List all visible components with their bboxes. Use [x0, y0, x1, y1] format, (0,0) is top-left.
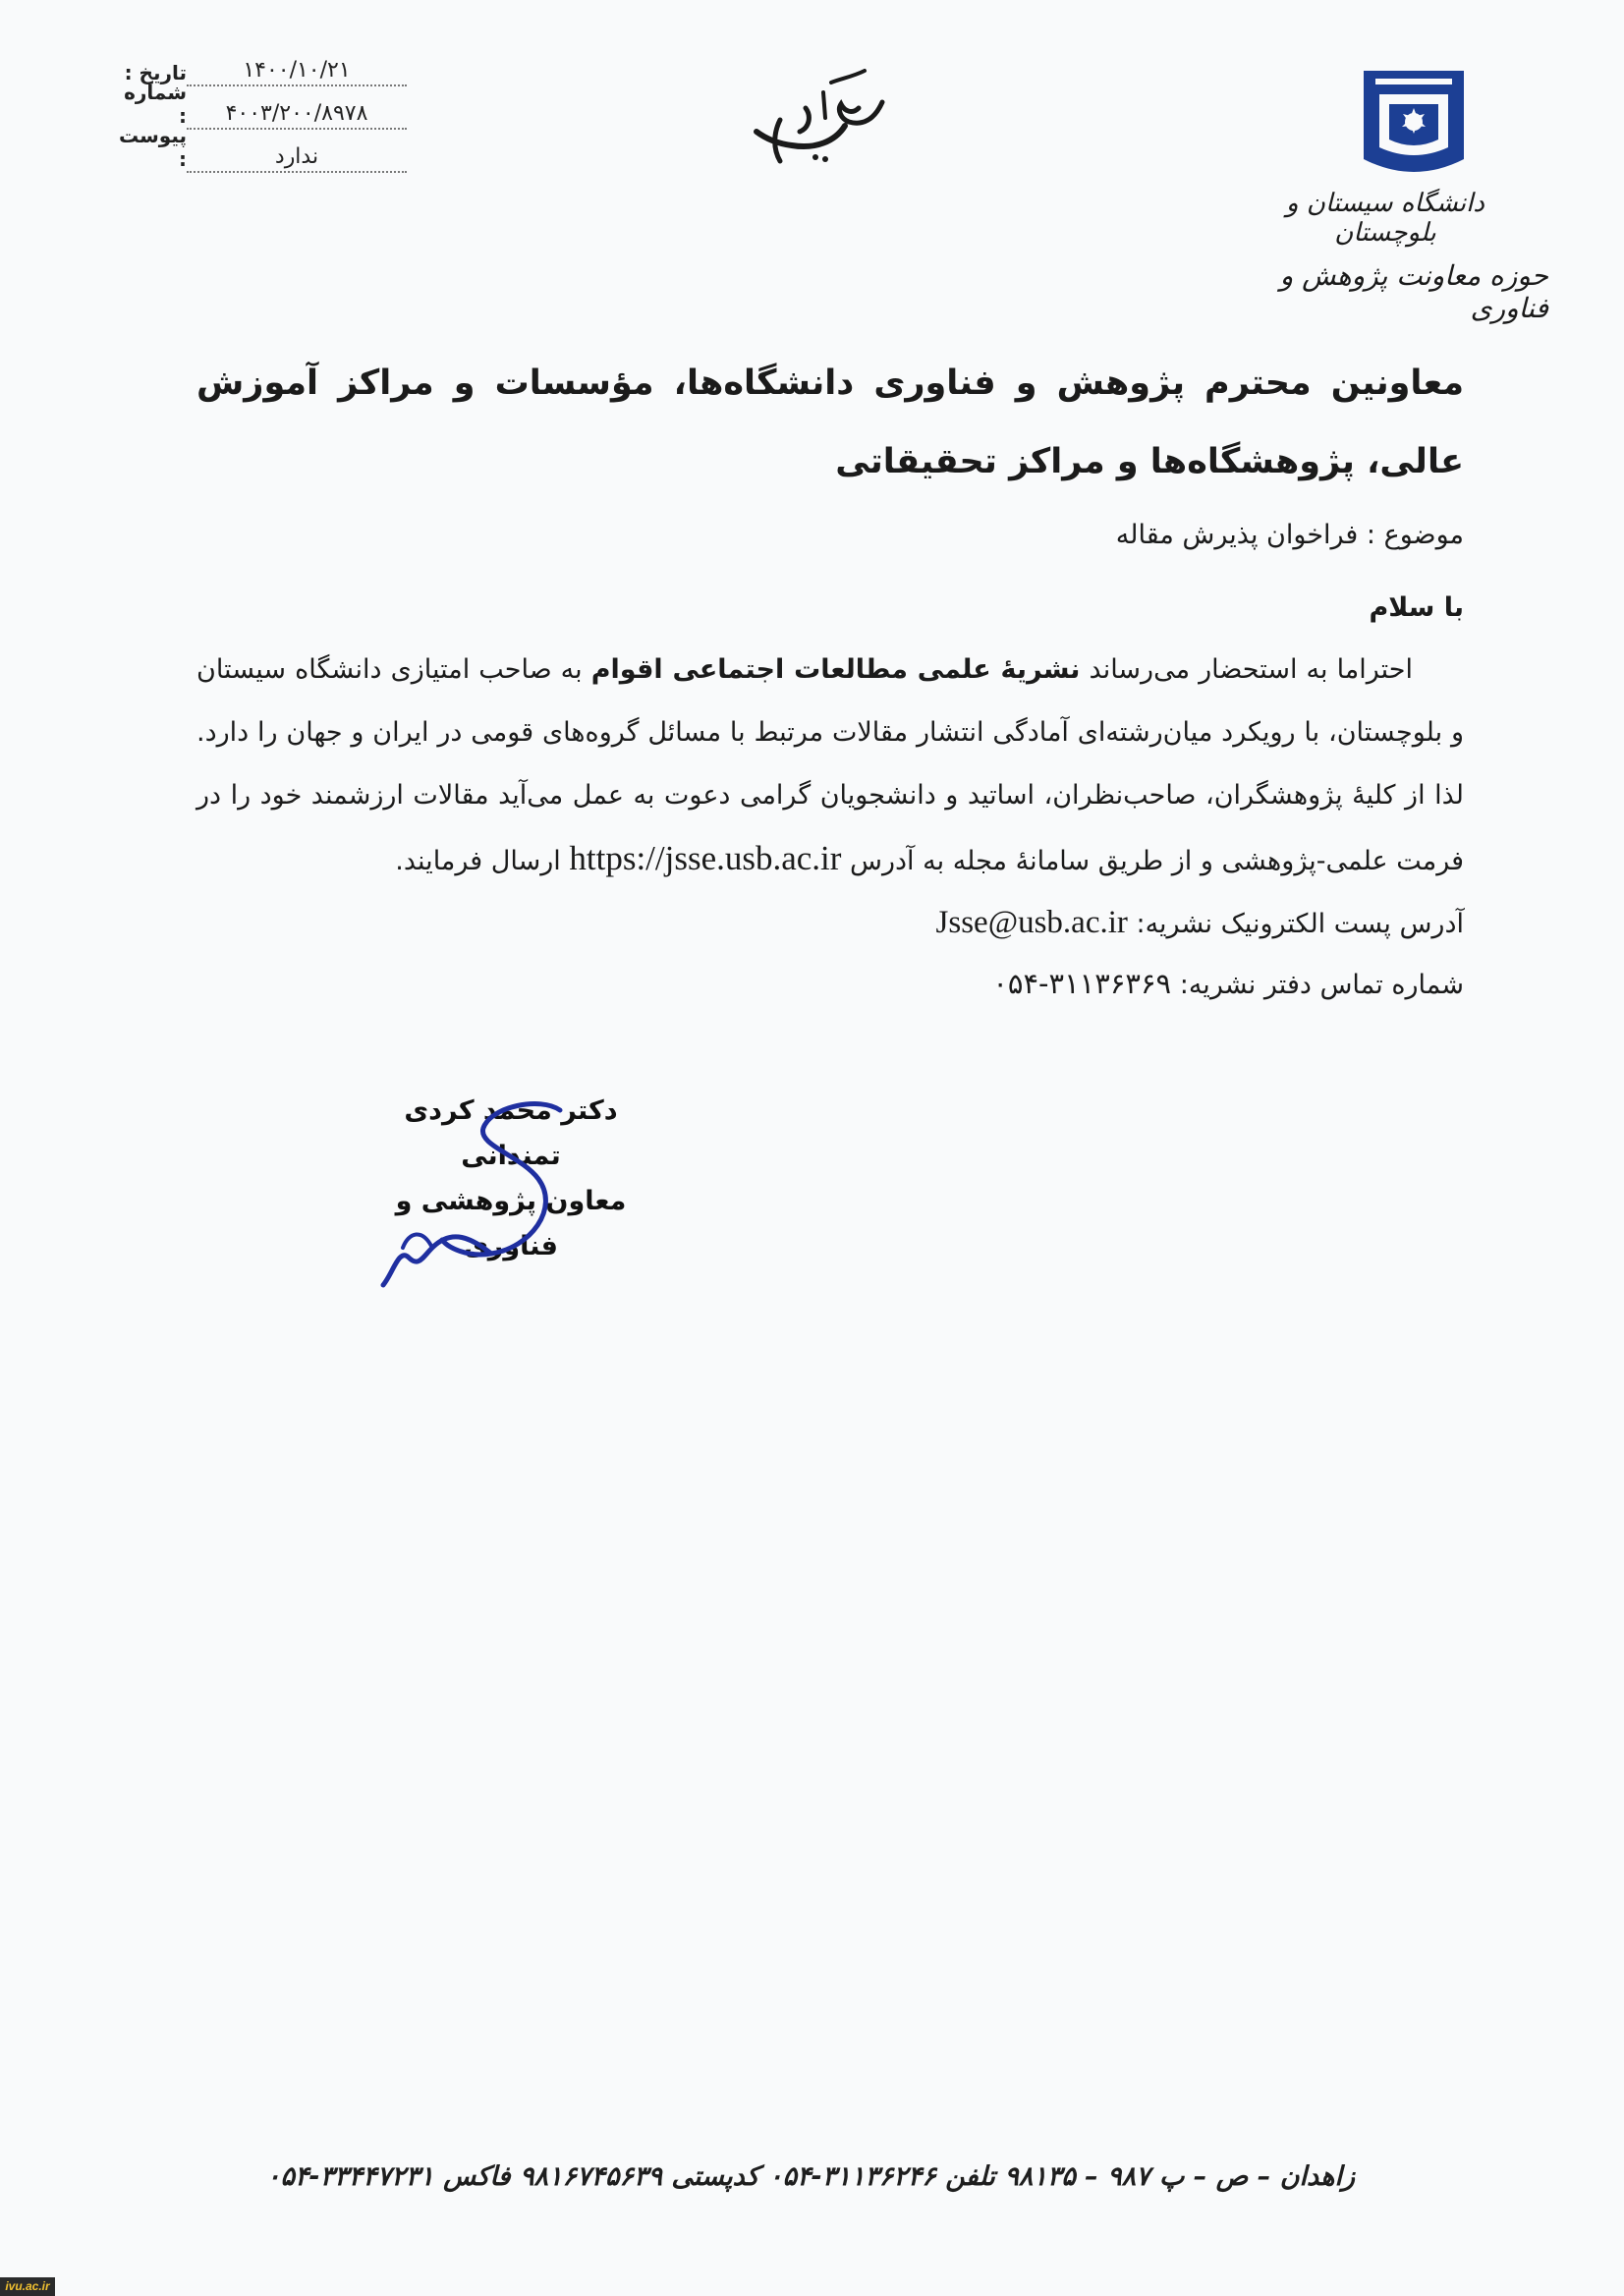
letter-meta [116, 45, 411, 175]
paragraph-intro: احتراما به استحضار می‌رساند [1089, 654, 1413, 685]
signatory-title: معاون پژوهشی و فناوری [395, 1186, 627, 1261]
date-value: ۱۴۰۰/۱۰/۲۱ [187, 58, 407, 88]
letter-footer-address: زاهدان – ص – پ ۹۸۷ – ۹۸۱۳۵ تلفن ۳۱۱۳۶۲۴۶-۰۵۴ کدپستی ۹۸۱۶۷۴۵۶۳۹ فاکس ۳۳۴۴۷۲۳۱-۰۵۴ [266, 2161, 1355, 2192]
phone-label: شماره تماس دفتر نشریه: [1179, 970, 1464, 1000]
date-label: تاریخ : [124, 61, 187, 84]
letter-paragraph [196, 639, 1464, 893]
letter-body [196, 344, 1464, 1015]
university-logo-block [1267, 59, 1562, 324]
email-label: آدرس پست الکترونیک نشریه: [1136, 909, 1464, 939]
email-line [196, 893, 1464, 954]
journal-url-link[interactable]: https://jsse.usb.ac.ir [569, 839, 842, 877]
number-label: شماره : [124, 81, 187, 128]
handwritten-signature [373, 1100, 570, 1316]
signatory-name: دکتر محمد کردی تمندانی [404, 1095, 618, 1171]
corner-badge: ivu.ac.ir [0, 2277, 55, 2296]
number-value: ۴۰۰۳/۲۰۰/۸۹۷۸ [187, 101, 407, 132]
university-name: دانشگاه سیستان و بلوچستان [1286, 189, 1484, 248]
paragraph-ending: ارسال فرمایند. [395, 846, 561, 876]
paragraph-body: به صاحب امتیازی دانشگاه سیستان و بلوچستان، با رویکرد میان‌رشته‌ای آمادگی انتشار مقالات مرتبط با مسائل گروه‌های قومی در ایران و جهان را دارد. لذا از کلیهٔ پژوهشگران، صاحب‌نظران، اساتید و دانشجویان گرامی دعوت به عمل می‌آید مقالات ارزشمند خود را در فرمت علمی-پژوهشی و از طریق سامانهٔ مجله به آدرس [196, 654, 1464, 876]
attachment-label: پیوست : [118, 124, 187, 171]
journal-name: نشریهٔ علمی مطالعات اجتماعی اقوام [590, 654, 1081, 685]
email-link[interactable]: Jsse@usb.ac.ir [935, 905, 1128, 940]
letter-greeting: با سلام [1369, 592, 1464, 623]
letter-subject: موضوع : فراخوان پذیرش مقاله [1115, 520, 1464, 550]
department-name: حوزه معاونت پژوهش و فناوری [1279, 259, 1548, 324]
meta-attachment-row [116, 124, 411, 175]
letter-addressee: معاونین محترم پژوهش و فناوری دانشگاه‌ها، مؤسسات و مراکز آموزش عالی، پژوهشگاه‌ها و مراکز تحقیقاتی [196, 364, 1464, 481]
phone-value: ۰۵۴-۳۱۱۳۶۳۶۹ [992, 967, 1172, 1000]
phone-line [196, 954, 1464, 1015]
university-logo-icon [1356, 65, 1472, 183]
attachment-value: ندارد [187, 144, 407, 175]
besmeh-calligraphy [747, 63, 894, 171]
